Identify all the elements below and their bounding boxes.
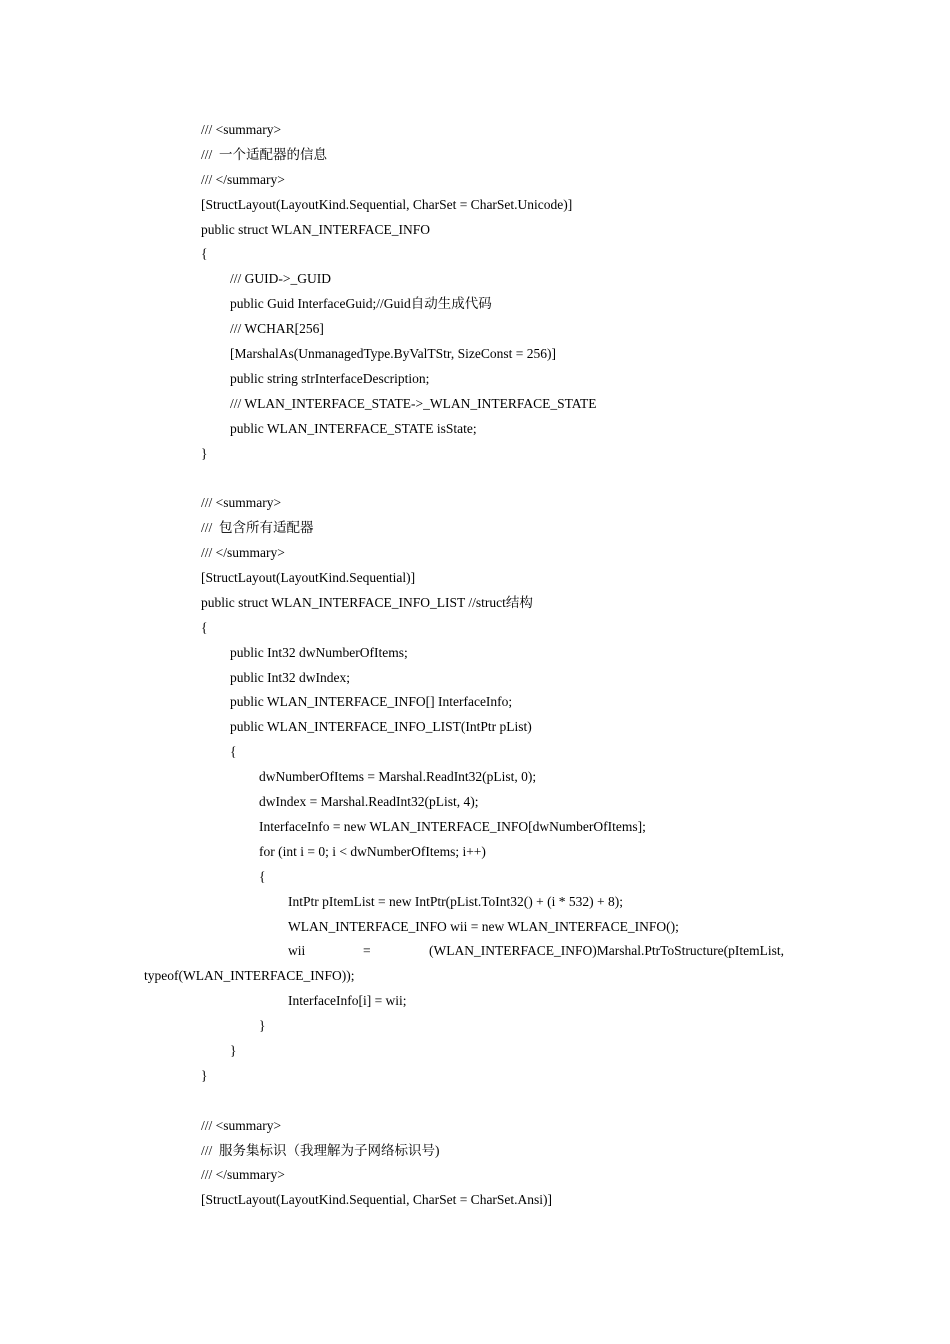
code-text: /// <summary> xyxy=(201,122,282,137)
code-line xyxy=(0,367,950,392)
code-text: /// <summary> xyxy=(201,1117,282,1133)
code-line xyxy=(0,143,950,168)
code-text: public Guid InterfaceGuid;//Guid自动生成代码 xyxy=(230,296,492,312)
code-text: public Int32 dwIndex; xyxy=(230,669,350,685)
code-text: /// WLAN_INTERFACE_STATE->_WLAN_INTERFACE_STATE xyxy=(230,395,597,411)
code-text: public struct WLAN_INTERFACE_INFO xyxy=(201,221,430,237)
code-line xyxy=(0,193,950,218)
code-line xyxy=(0,566,950,591)
code-text: /// </summary> xyxy=(201,1167,285,1183)
code-text: public WLAN_INTERFACE_INFO[] InterfaceInfo; xyxy=(230,694,513,710)
code-text: InterfaceInfo = new WLAN_INTERFACE_INFO[dwNumberOfItems]; xyxy=(259,818,646,834)
code-token: (WLAN_INTERFACE_INFO)Marshal.PtrToStructure(pItemList, xyxy=(429,943,784,959)
code-text: } xyxy=(201,1067,208,1083)
code-line xyxy=(0,242,950,267)
code-line xyxy=(0,740,950,765)
code-text: } xyxy=(259,1018,266,1034)
code-line xyxy=(0,417,950,442)
code-line xyxy=(0,1114,950,1139)
code-line xyxy=(0,690,950,715)
code-text: dwIndex = Marshal.ReadInt32(pList, 4); xyxy=(259,794,479,810)
code-line xyxy=(0,1089,950,1114)
code-line xyxy=(0,516,950,541)
code-line xyxy=(0,168,950,193)
code-text: { xyxy=(201,246,208,262)
code-text: /// 包含所有适配器 xyxy=(201,520,314,536)
code-line xyxy=(0,541,950,566)
code-line xyxy=(0,1139,950,1164)
code-line xyxy=(0,915,950,940)
code-line xyxy=(0,118,950,143)
code-line xyxy=(0,392,950,417)
code-text: [StructLayout(LayoutKind.Sequential)] xyxy=(201,570,416,586)
code-text: for (int i = 0; i < dwNumberOfItems; i++) xyxy=(259,843,486,859)
code-line xyxy=(0,964,950,989)
code-line xyxy=(0,591,950,616)
code-line xyxy=(0,840,950,865)
code-line xyxy=(0,616,950,641)
code-text: InterfaceInfo[i] = wii; xyxy=(288,993,407,1009)
code-text: /// </summary> xyxy=(201,545,285,561)
code-text: /// 服务集标识（我理解为子网络标识号) xyxy=(201,1142,440,1158)
code-line xyxy=(0,466,950,491)
code-text: [StructLayout(LayoutKind.Sequential, CharSet = CharSet.Unicode)] xyxy=(201,196,573,212)
code-line xyxy=(0,890,950,915)
code-line xyxy=(0,1188,950,1213)
code-text: typeof(WLAN_INTERFACE_INFO)); xyxy=(144,968,355,984)
code-text: /// 一个适配器的信息 xyxy=(201,146,328,162)
code-line xyxy=(0,715,950,740)
code-text: /// GUID->_GUID xyxy=(230,271,331,287)
code-text: /// <summary> xyxy=(201,495,282,511)
code-text: public WLAN_INTERFACE_INFO_LIST(IntPtr pList) xyxy=(230,719,532,735)
code-line xyxy=(0,815,950,840)
code-text: { xyxy=(259,868,266,884)
code-text: public struct WLAN_INTERFACE_INFO_LIST //struct结构 xyxy=(201,594,533,610)
code-text: /// </summary> xyxy=(201,171,285,187)
code-line xyxy=(0,666,950,691)
code-line xyxy=(0,765,950,790)
code-line xyxy=(0,442,950,467)
code-line xyxy=(0,1039,950,1064)
code-text: [StructLayout(LayoutKind.Sequential, CharSet = CharSet.Ansi)] xyxy=(201,1192,553,1208)
code-line xyxy=(0,267,950,292)
code-text: } xyxy=(201,445,208,461)
code-line xyxy=(0,218,950,243)
code-line xyxy=(0,317,950,342)
code-text: IntPtr pItemList = new IntPtr(pList.ToInt32() + (i * 532) + 8); xyxy=(288,893,623,909)
code-text: { xyxy=(201,619,208,635)
code-listing xyxy=(0,118,950,1213)
code-text: WLAN_INTERFACE_INFO wii = new WLAN_INTERFACE_INFO(); xyxy=(288,918,679,934)
code-token: wii xyxy=(288,943,306,959)
code-line xyxy=(0,1064,950,1089)
code-text: public Int32 dwNumberOfItems; xyxy=(230,644,408,660)
code-text: public WLAN_INTERFACE_STATE isState; xyxy=(230,420,477,436)
code-line xyxy=(0,641,950,666)
code-line xyxy=(0,989,950,1014)
code-text: { xyxy=(230,744,237,760)
code-text: } xyxy=(230,1042,237,1058)
code-text: /// WCHAR[256] xyxy=(230,321,324,337)
code-line xyxy=(0,1163,950,1188)
code-line xyxy=(0,292,950,317)
code-text: dwNumberOfItems = Marshal.ReadInt32(pList, 0); xyxy=(259,769,537,785)
code-line xyxy=(0,491,950,516)
code-line xyxy=(0,865,950,890)
code-token: = xyxy=(363,943,371,959)
code-text: [MarshalAs(UnmanagedType.ByValTStr, SizeConst = 256)] xyxy=(230,346,556,362)
code-line xyxy=(0,790,950,815)
code-text: public string strInterfaceDescription; xyxy=(230,370,430,386)
code-line xyxy=(0,342,950,367)
code-line xyxy=(0,1014,950,1039)
code-line xyxy=(0,939,950,964)
